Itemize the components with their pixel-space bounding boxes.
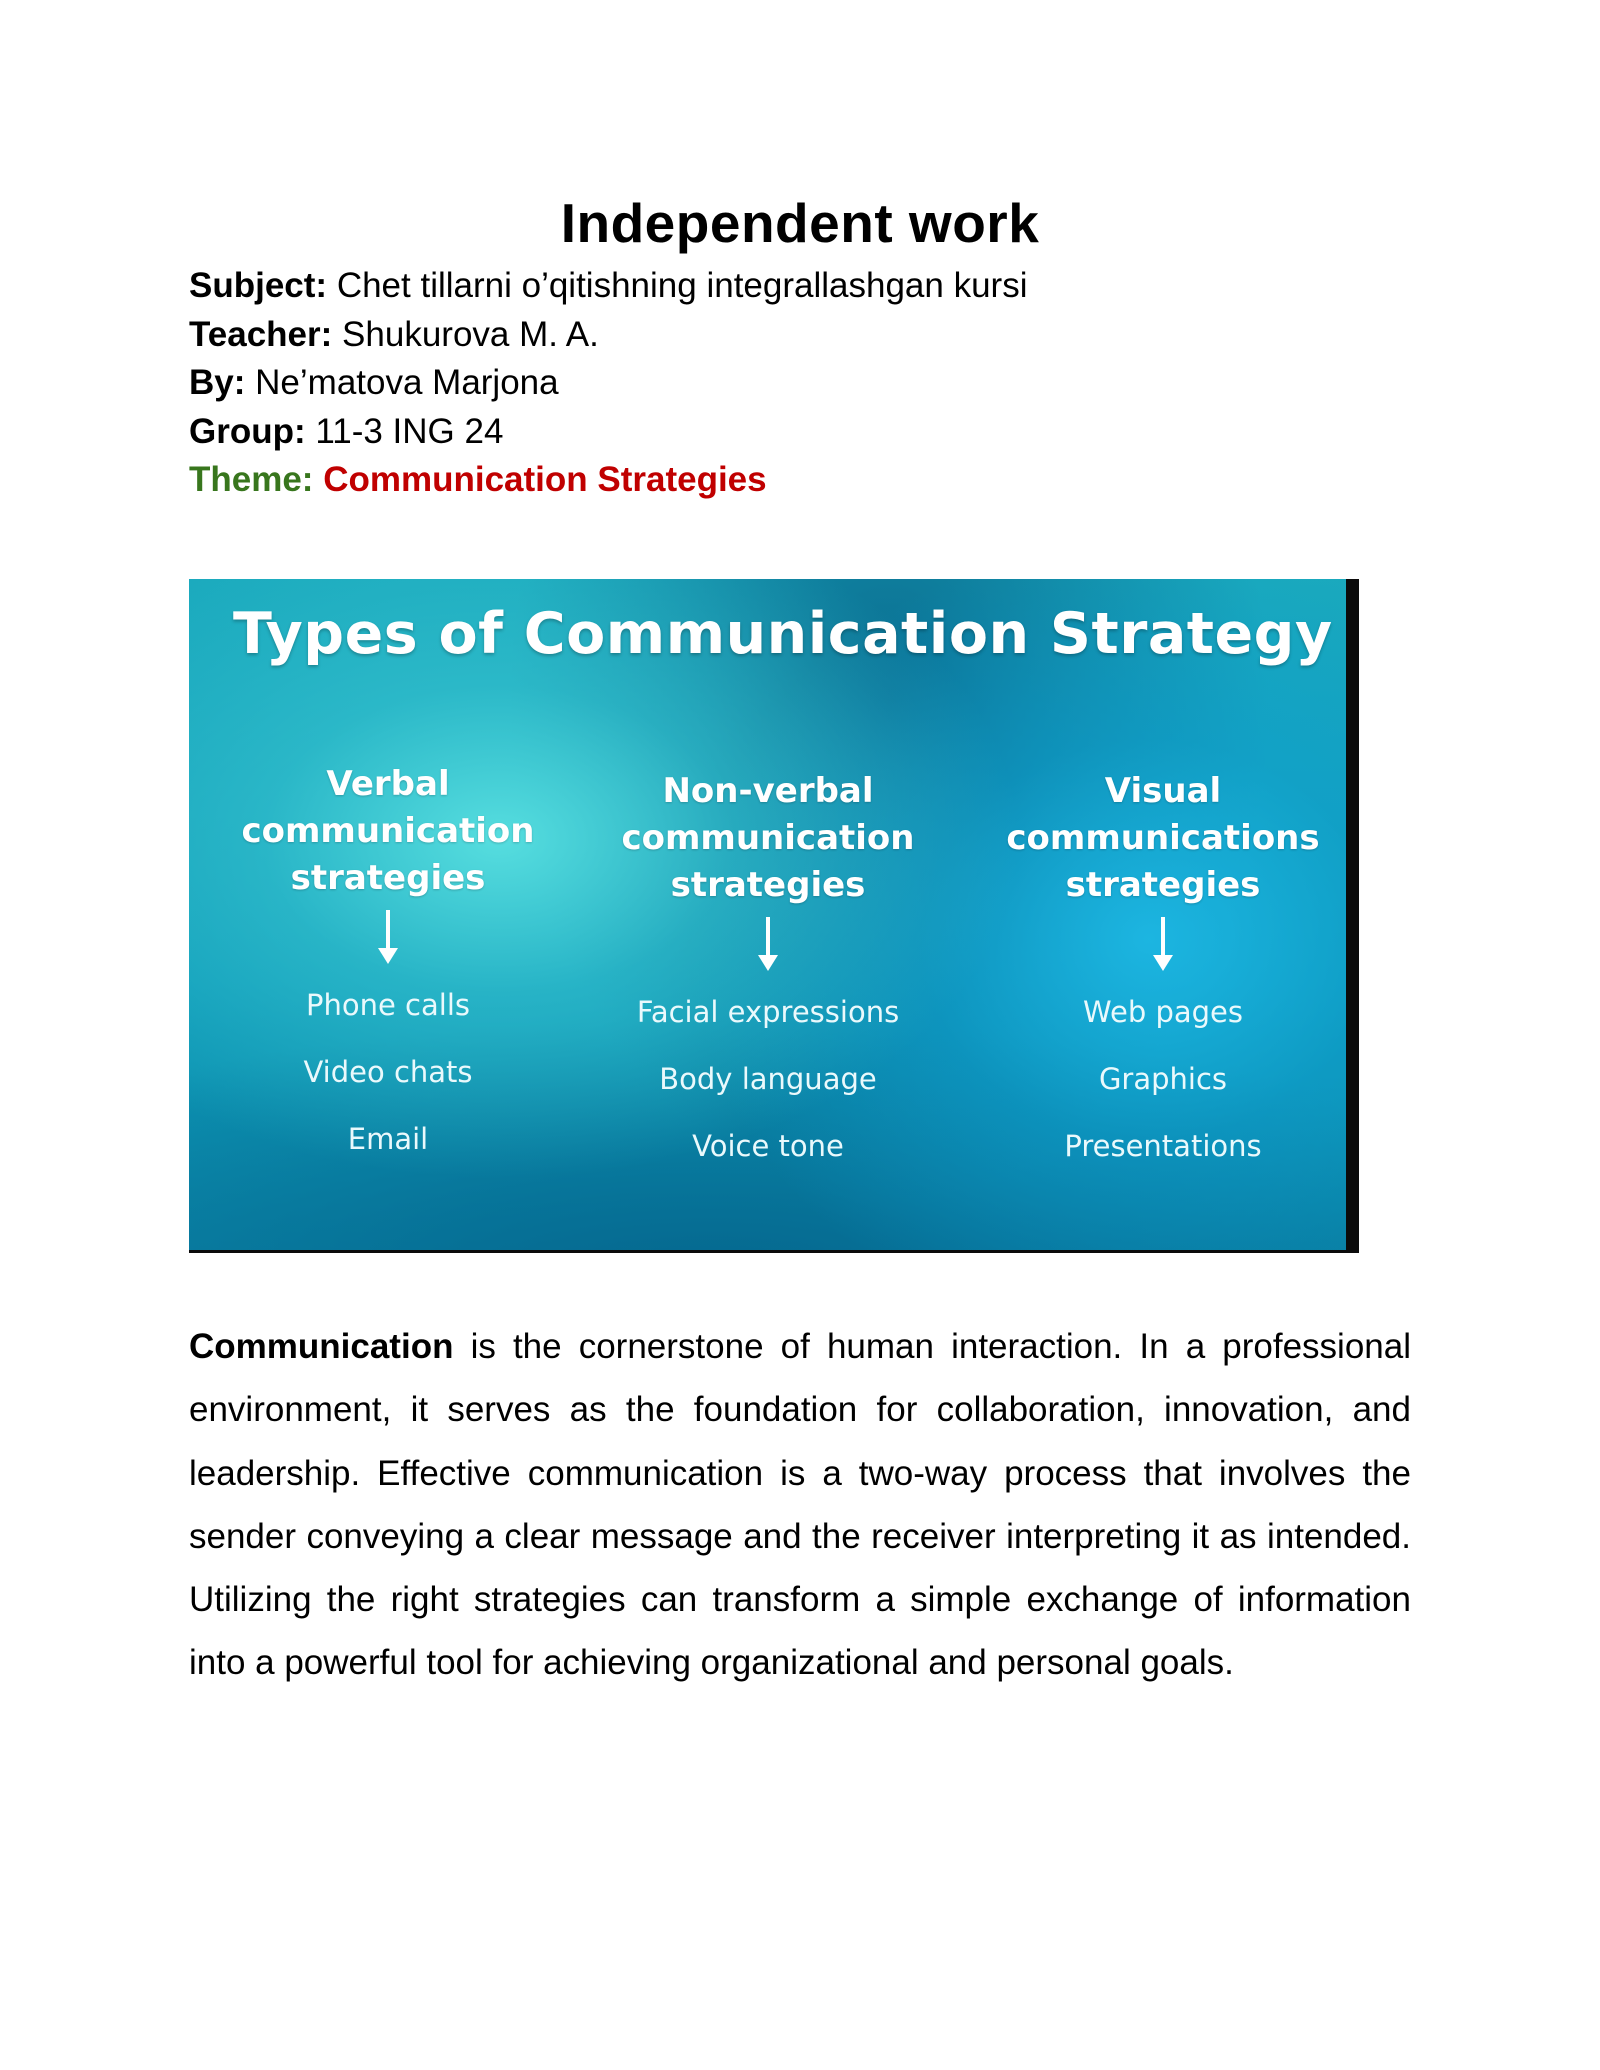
heading-line: communications	[1006, 818, 1320, 858]
list-item: Video chats	[303, 1055, 473, 1089]
document-title: Independent work	[560, 192, 1040, 254]
heading-line: Non-verbal	[662, 771, 874, 811]
heading-line: Verbal	[326, 764, 450, 804]
column-visual	[993, 768, 1333, 1180]
author-label: By:	[189, 363, 246, 402]
theme-value: Communication Strategies	[323, 460, 767, 499]
column-verbal	[218, 761, 558, 1173]
arrow-down-icon	[756, 915, 780, 973]
list-item: Presentations	[1064, 1129, 1262, 1163]
author-value: Ne’matova Marjona	[255, 363, 559, 402]
body-lead-term: Communication	[189, 1327, 454, 1366]
list-item: Phone calls	[306, 988, 470, 1022]
subject-label: Subject:	[189, 266, 328, 305]
theme-label: Theme:	[189, 460, 314, 499]
list-item: Voice tone	[692, 1129, 844, 1163]
arrow-down-icon	[376, 908, 400, 966]
document-meta	[189, 262, 1419, 505]
heading-line: strategies	[1065, 865, 1261, 905]
body-paragraph	[189, 1315, 1411, 1695]
figure-title: Types of Communication Strategy	[233, 601, 1333, 667]
heading-line: communication	[621, 818, 915, 858]
list-item: Graphics	[1098, 1062, 1228, 1096]
heading-line: Visual	[1104, 771, 1222, 811]
group-line	[189, 408, 1419, 457]
heading-line: strategies	[670, 865, 866, 905]
communication-types-figure	[189, 579, 1359, 1253]
column-heading	[218, 761, 558, 902]
list-item: Email	[347, 1122, 429, 1156]
body-text: is the cornerstone of human interaction. In a professional environment, it serves as the foundation for collaboration, innovation, and leadership. Effective communication is a two-way process that involves the sender conveying a clear message and the receiver interpreting it as intended. Utilizing the right strategies can transform a simple exchange of information into a powerful tool for achieving organizational and personal goals.	[189, 1327, 1411, 1683]
column-non-verbal	[598, 768, 938, 1180]
subject-line	[189, 262, 1419, 311]
column-heading	[598, 768, 938, 909]
heading-line: strategies	[290, 858, 486, 898]
teacher-value: Shukurova M. A.	[342, 314, 599, 354]
group-value: 11-3 ING 24	[315, 411, 504, 451]
subject-value: Chet tillarni o’qitishning integrallashgan kursi	[336, 266, 1028, 305]
group-label: Group:	[189, 411, 306, 451]
arrow-down-icon	[1151, 915, 1175, 973]
teacher-line	[189, 311, 1419, 360]
heading-line: communication	[241, 811, 535, 851]
author-line	[189, 359, 1419, 408]
list-item: Web pages	[1083, 995, 1243, 1029]
column-heading	[993, 768, 1333, 909]
teacher-label: Teacher:	[189, 314, 333, 354]
list-item: Body language	[659, 1062, 877, 1096]
list-item: Facial expressions	[636, 995, 900, 1029]
theme-line	[189, 456, 1419, 505]
